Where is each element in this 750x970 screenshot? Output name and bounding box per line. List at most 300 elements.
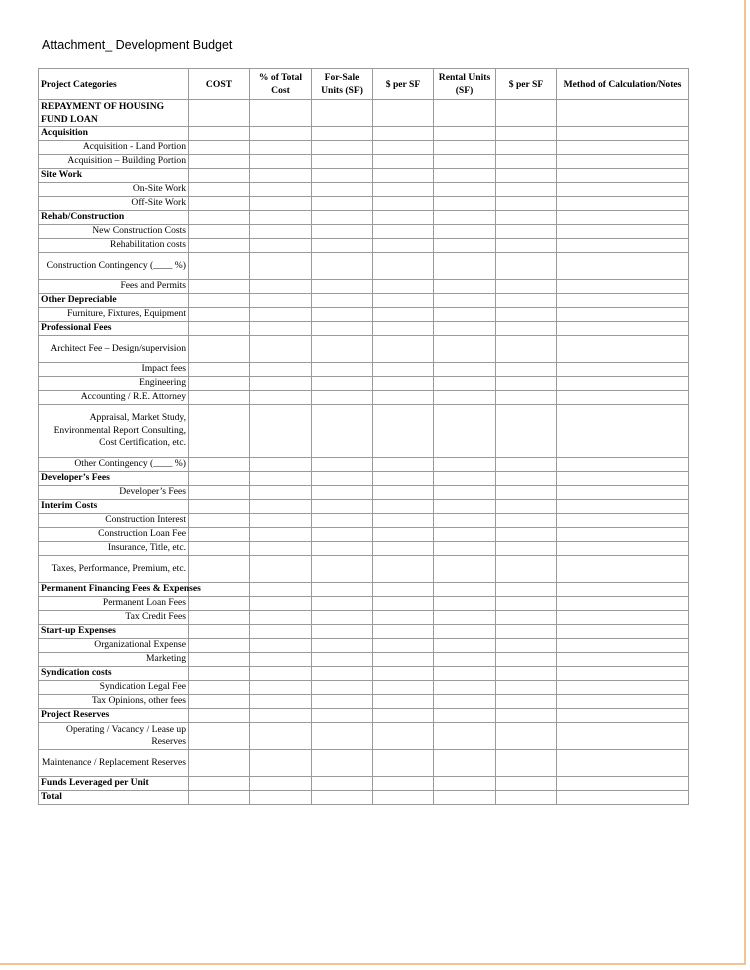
cell-rental-sf[interactable] — [434, 336, 496, 363]
cell-sale-per-sf[interactable] — [373, 611, 434, 625]
cell-cost[interactable] — [189, 653, 250, 667]
cell-notes[interactable] — [557, 308, 689, 322]
cell-notes[interactable] — [557, 500, 689, 514]
cell-rental-per-sf[interactable] — [496, 322, 557, 336]
cell-cost[interactable] — [189, 723, 250, 750]
cell-rental-per-sf[interactable] — [496, 197, 557, 211]
cell-rental-sf[interactable] — [434, 377, 496, 391]
cell-rental-per-sf[interactable] — [496, 750, 557, 777]
cell-sale-per-sf[interactable] — [373, 253, 434, 280]
cell-sale-sf[interactable] — [312, 294, 373, 308]
cell-cost[interactable] — [189, 100, 250, 127]
cell-pct[interactable] — [250, 556, 312, 583]
cell-rental-per-sf[interactable] — [496, 597, 557, 611]
cell-sale-per-sf[interactable] — [373, 597, 434, 611]
cell-sale-per-sf[interactable] — [373, 100, 434, 127]
cell-notes[interactable] — [557, 639, 689, 653]
cell-pct[interactable] — [250, 253, 312, 280]
cell-pct[interactable] — [250, 100, 312, 127]
cell-notes[interactable] — [557, 723, 689, 750]
cell-cost[interactable] — [189, 197, 250, 211]
cell-rental-per-sf[interactable] — [496, 458, 557, 472]
cell-pct[interactable] — [250, 155, 312, 169]
cell-cost[interactable] — [189, 542, 250, 556]
cell-sale-sf[interactable] — [312, 542, 373, 556]
cell-rental-sf[interactable] — [434, 141, 496, 155]
cell-sale-per-sf[interactable] — [373, 556, 434, 583]
cell-notes[interactable] — [557, 556, 689, 583]
cell-sale-sf[interactable] — [312, 377, 373, 391]
cell-cost[interactable] — [189, 611, 250, 625]
cell-cost[interactable] — [189, 667, 250, 681]
cell-notes[interactable] — [557, 169, 689, 183]
cell-sale-sf[interactable] — [312, 695, 373, 709]
cell-notes[interactable] — [557, 653, 689, 667]
cell-sale-sf[interactable] — [312, 197, 373, 211]
cell-notes[interactable] — [557, 611, 689, 625]
cell-pct[interactable] — [250, 514, 312, 528]
cell-rental-sf[interactable] — [434, 709, 496, 723]
cell-rental-per-sf[interactable] — [496, 253, 557, 280]
cell-sale-sf[interactable] — [312, 597, 373, 611]
cell-cost[interactable] — [189, 681, 250, 695]
cell-sale-sf[interactable] — [312, 100, 373, 127]
cell-cost[interactable] — [189, 169, 250, 183]
cell-rental-sf[interactable] — [434, 363, 496, 377]
cell-pct[interactable] — [250, 709, 312, 723]
cell-rental-sf[interactable] — [434, 322, 496, 336]
cell-rental-per-sf[interactable] — [496, 280, 557, 294]
cell-notes[interactable] — [557, 597, 689, 611]
cell-rental-sf[interactable] — [434, 667, 496, 681]
cell-sale-per-sf[interactable] — [373, 391, 434, 405]
cell-notes[interactable] — [557, 583, 689, 597]
cell-rental-sf[interactable] — [434, 639, 496, 653]
cell-rental-per-sf[interactable] — [496, 528, 557, 542]
cell-rental-per-sf[interactable] — [496, 723, 557, 750]
cell-notes[interactable] — [557, 667, 689, 681]
cell-pct[interactable] — [250, 777, 312, 791]
cell-sale-per-sf[interactable] — [373, 363, 434, 377]
cell-sale-sf[interactable] — [312, 583, 373, 597]
cell-notes[interactable] — [557, 514, 689, 528]
cell-pct[interactable] — [250, 391, 312, 405]
cell-sale-per-sf[interactable] — [373, 750, 434, 777]
cell-rental-sf[interactable] — [434, 653, 496, 667]
cell-rental-per-sf[interactable] — [496, 695, 557, 709]
cell-notes[interactable] — [557, 458, 689, 472]
cell-cost[interactable] — [189, 336, 250, 363]
cell-cost[interactable] — [189, 322, 250, 336]
cell-notes[interactable] — [557, 681, 689, 695]
cell-sale-sf[interactable] — [312, 155, 373, 169]
cell-pct[interactable] — [250, 280, 312, 294]
cell-sale-sf[interactable] — [312, 667, 373, 681]
cell-rental-sf[interactable] — [434, 225, 496, 239]
cell-rental-sf[interactable] — [434, 391, 496, 405]
cell-rental-per-sf[interactable] — [496, 377, 557, 391]
cell-rental-sf[interactable] — [434, 280, 496, 294]
cell-cost[interactable] — [189, 472, 250, 486]
cell-sale-sf[interactable] — [312, 141, 373, 155]
cell-rental-per-sf[interactable] — [496, 667, 557, 681]
cell-cost[interactable] — [189, 791, 250, 805]
table-row — [39, 197, 689, 211]
cell-notes[interactable] — [557, 322, 689, 336]
cell-rental-per-sf[interactable] — [496, 127, 557, 141]
cell-cost[interactable] — [189, 528, 250, 542]
cell-sale-per-sf[interactable] — [373, 777, 434, 791]
cell-rental-per-sf[interactable] — [496, 486, 557, 500]
cell-rental-per-sf[interactable] — [496, 391, 557, 405]
cell-rental-sf[interactable] — [434, 239, 496, 253]
cell-sale-per-sf[interactable] — [373, 294, 434, 308]
cell-sale-per-sf[interactable] — [373, 625, 434, 639]
cell-cost[interactable] — [189, 363, 250, 377]
cell-cost[interactable] — [189, 155, 250, 169]
cell-cost[interactable] — [189, 377, 250, 391]
cell-pct[interactable] — [250, 183, 312, 197]
cell-sale-sf[interactable] — [312, 777, 373, 791]
cell-rental-per-sf[interactable] — [496, 653, 557, 667]
cell-sale-per-sf[interactable] — [373, 197, 434, 211]
cell-cost[interactable] — [189, 556, 250, 583]
cell-pct[interactable] — [250, 528, 312, 542]
cell-pct[interactable] — [250, 197, 312, 211]
cell-rental-sf[interactable] — [434, 211, 496, 225]
cell-sale-sf[interactable] — [312, 458, 373, 472]
cell-rental-per-sf[interactable] — [496, 500, 557, 514]
cell-notes[interactable] — [557, 528, 689, 542]
cell-notes[interactable] — [557, 695, 689, 709]
cell-pct[interactable] — [250, 611, 312, 625]
cell-rental-sf[interactable] — [434, 597, 496, 611]
cell-rental-sf[interactable] — [434, 723, 496, 750]
cell-notes[interactable] — [557, 391, 689, 405]
cell-notes[interactable] — [557, 141, 689, 155]
cell-sale-sf[interactable] — [312, 308, 373, 322]
cell-sale-sf[interactable] — [312, 472, 373, 486]
cell-notes[interactable] — [557, 791, 689, 805]
cell-cost[interactable] — [189, 141, 250, 155]
cell-notes[interactable] — [557, 363, 689, 377]
cell-notes[interactable] — [557, 239, 689, 253]
cell-cost[interactable] — [189, 239, 250, 253]
cell-rental-per-sf[interactable] — [496, 225, 557, 239]
cell-sale-sf[interactable] — [312, 556, 373, 583]
cell-rental-sf[interactable] — [434, 500, 496, 514]
cell-rental-per-sf[interactable] — [496, 183, 557, 197]
cell-cost[interactable] — [189, 183, 250, 197]
cell-rental-sf[interactable] — [434, 169, 496, 183]
cell-pct[interactable] — [250, 791, 312, 805]
cell-pct[interactable] — [250, 695, 312, 709]
cell-cost[interactable] — [189, 458, 250, 472]
cell-sale-sf[interactable] — [312, 239, 373, 253]
cell-pct[interactable] — [250, 405, 312, 458]
cell-sale-per-sf[interactable] — [373, 653, 434, 667]
cell-sale-per-sf[interactable] — [373, 377, 434, 391]
cell-rental-sf[interactable] — [434, 294, 496, 308]
cell-sale-sf[interactable] — [312, 791, 373, 805]
cell-sale-per-sf[interactable] — [373, 514, 434, 528]
cell-sale-per-sf[interactable] — [373, 667, 434, 681]
cell-sale-per-sf[interactable] — [373, 681, 434, 695]
cell-sale-sf[interactable] — [312, 336, 373, 363]
cell-sale-sf[interactable] — [312, 183, 373, 197]
cell-pct[interactable] — [250, 127, 312, 141]
cell-sale-per-sf[interactable] — [373, 723, 434, 750]
cell-pct[interactable] — [250, 597, 312, 611]
cell-rental-sf[interactable] — [434, 308, 496, 322]
cell-sale-per-sf[interactable] — [373, 639, 434, 653]
cell-sale-sf[interactable] — [312, 500, 373, 514]
cell-pct[interactable] — [250, 322, 312, 336]
cell-pct[interactable] — [250, 583, 312, 597]
cell-notes[interactable] — [557, 709, 689, 723]
cell-pct[interactable] — [250, 472, 312, 486]
cell-rental-sf[interactable] — [434, 458, 496, 472]
cell-notes[interactable] — [557, 542, 689, 556]
cell-notes[interactable] — [557, 294, 689, 308]
cell-sale-per-sf[interactable] — [373, 127, 434, 141]
cell-pct[interactable] — [250, 225, 312, 239]
cell-pct[interactable] — [250, 363, 312, 377]
cell-notes[interactable] — [557, 253, 689, 280]
cell-sale-sf[interactable] — [312, 709, 373, 723]
cell-sale-sf[interactable] — [312, 211, 373, 225]
cell-sale-per-sf[interactable] — [373, 695, 434, 709]
cell-sale-sf[interactable] — [312, 653, 373, 667]
cell-rental-sf[interactable] — [434, 486, 496, 500]
cell-rental-per-sf[interactable] — [496, 542, 557, 556]
cell-sale-sf[interactable] — [312, 750, 373, 777]
cell-sale-per-sf[interactable] — [373, 225, 434, 239]
cell-notes[interactable] — [557, 100, 689, 127]
cell-sale-per-sf[interactable] — [373, 405, 434, 458]
cell-pct[interactable] — [250, 723, 312, 750]
cell-rental-sf[interactable] — [434, 695, 496, 709]
cell-notes[interactable] — [557, 127, 689, 141]
cell-rental-sf[interactable] — [434, 100, 496, 127]
cell-pct[interactable] — [250, 308, 312, 322]
cell-sale-sf[interactable] — [312, 625, 373, 639]
cell-pct[interactable] — [250, 458, 312, 472]
cell-sale-sf[interactable] — [312, 391, 373, 405]
cell-rental-sf[interactable] — [434, 542, 496, 556]
cell-sale-sf[interactable] — [312, 225, 373, 239]
section-row — [39, 211, 689, 225]
cell-pct[interactable] — [250, 486, 312, 500]
cell-pct[interactable] — [250, 639, 312, 653]
cell-rental-per-sf[interactable] — [496, 155, 557, 169]
cell-cost[interactable] — [189, 695, 250, 709]
cell-cost[interactable] — [189, 294, 250, 308]
cell-sale-per-sf[interactable] — [373, 239, 434, 253]
cell-rental-sf[interactable] — [434, 405, 496, 458]
cell-cost[interactable] — [189, 486, 250, 500]
cell-sale-sf[interactable] — [312, 681, 373, 695]
cell-rental-sf[interactable] — [434, 183, 496, 197]
cell-rental-per-sf[interactable] — [496, 100, 557, 127]
cell-cost[interactable] — [189, 500, 250, 514]
cell-sale-per-sf[interactable] — [373, 791, 434, 805]
cell-sale-per-sf[interactable] — [373, 211, 434, 225]
cell-sale-per-sf[interactable] — [373, 458, 434, 472]
cell-rental-per-sf[interactable] — [496, 583, 557, 597]
cell-sale-per-sf[interactable] — [373, 583, 434, 597]
cell-notes[interactable] — [557, 197, 689, 211]
cell-sale-per-sf[interactable] — [373, 336, 434, 363]
cell-cost[interactable] — [189, 405, 250, 458]
cell-rental-sf[interactable] — [434, 791, 496, 805]
cell-sale-per-sf[interactable] — [373, 472, 434, 486]
cell-notes[interactable] — [557, 211, 689, 225]
cell-notes[interactable] — [557, 336, 689, 363]
cell-sale-sf[interactable] — [312, 611, 373, 625]
cell-pct[interactable] — [250, 653, 312, 667]
table-row — [39, 391, 689, 405]
cell-rental-per-sf[interactable] — [496, 514, 557, 528]
cell-cost[interactable] — [189, 750, 250, 777]
cell-sale-sf[interactable] — [312, 322, 373, 336]
cell-cost[interactable] — [189, 709, 250, 723]
cell-pct[interactable] — [250, 336, 312, 363]
cell-pct[interactable] — [250, 239, 312, 253]
cell-sale-per-sf[interactable] — [373, 155, 434, 169]
cell-notes[interactable] — [557, 777, 689, 791]
cell-rental-per-sf[interactable] — [496, 211, 557, 225]
cell-notes[interactable] — [557, 183, 689, 197]
cell-cost[interactable] — [189, 514, 250, 528]
cell-sale-sf[interactable] — [312, 127, 373, 141]
section-row — [39, 667, 689, 681]
cell-cost[interactable] — [189, 280, 250, 294]
cell-rental-sf[interactable] — [434, 155, 496, 169]
cell-rental-sf[interactable] — [434, 528, 496, 542]
cell-rental-per-sf[interactable] — [496, 239, 557, 253]
cell-pct[interactable] — [250, 625, 312, 639]
cell-rental-per-sf[interactable] — [496, 336, 557, 363]
cell-notes[interactable] — [557, 225, 689, 239]
cell-pct[interactable] — [250, 681, 312, 695]
cell-cost[interactable] — [189, 308, 250, 322]
cell-pct[interactable] — [250, 377, 312, 391]
cell-cost[interactable] — [189, 639, 250, 653]
cell-pct[interactable] — [250, 542, 312, 556]
cell-sale-sf[interactable] — [312, 723, 373, 750]
cell-rental-sf[interactable] — [434, 197, 496, 211]
cell-rental-sf[interactable] — [434, 253, 496, 280]
cell-sale-per-sf[interactable] — [373, 141, 434, 155]
cell-sale-sf[interactable] — [312, 405, 373, 458]
cell-rental-per-sf[interactable] — [496, 363, 557, 377]
cell-sale-sf[interactable] — [312, 169, 373, 183]
cell-rental-per-sf[interactable] — [496, 639, 557, 653]
cell-rental-per-sf[interactable] — [496, 405, 557, 458]
cell-notes[interactable] — [557, 472, 689, 486]
cell-sale-sf[interactable] — [312, 514, 373, 528]
cell-cost[interactable] — [189, 777, 250, 791]
cell-notes[interactable] — [557, 280, 689, 294]
cell-rental-per-sf[interactable] — [496, 625, 557, 639]
cell-cost[interactable] — [189, 391, 250, 405]
cell-rental-sf[interactable] — [434, 611, 496, 625]
cell-sale-per-sf[interactable] — [373, 280, 434, 294]
cell-cost[interactable] — [189, 127, 250, 141]
row-label: On-Site Work — [39, 183, 189, 197]
cell-rental-per-sf[interactable] — [496, 681, 557, 695]
cell-rental-sf[interactable] — [434, 514, 496, 528]
row-total-label: Total — [39, 791, 189, 805]
cell-rental-per-sf[interactable] — [496, 141, 557, 155]
cell-notes[interactable] — [557, 750, 689, 777]
cell-rental-per-sf[interactable] — [496, 791, 557, 805]
cell-pct[interactable] — [250, 500, 312, 514]
cell-rental-sf[interactable] — [434, 556, 496, 583]
cell-rental-sf[interactable] — [434, 127, 496, 141]
cell-sale-sf[interactable] — [312, 528, 373, 542]
cell-pct[interactable] — [250, 294, 312, 308]
cell-rental-sf[interactable] — [434, 750, 496, 777]
cell-notes[interactable] — [557, 486, 689, 500]
cell-rental-sf[interactable] — [434, 583, 496, 597]
cell-pct[interactable] — [250, 750, 312, 777]
cell-sale-sf[interactable] — [312, 280, 373, 294]
cell-rental-per-sf[interactable] — [496, 709, 557, 723]
cell-cost[interactable] — [189, 597, 250, 611]
cell-sale-per-sf[interactable] — [373, 322, 434, 336]
cell-sale-per-sf[interactable] — [373, 528, 434, 542]
cell-rental-per-sf[interactable] — [496, 472, 557, 486]
cell-sale-per-sf[interactable] — [373, 500, 434, 514]
cell-cost[interactable] — [189, 225, 250, 239]
cell-rental-per-sf[interactable] — [496, 777, 557, 791]
cell-rental-sf[interactable] — [434, 472, 496, 486]
cell-rental-sf[interactable] — [434, 625, 496, 639]
cell-notes[interactable] — [557, 377, 689, 391]
cell-pct[interactable] — [250, 667, 312, 681]
cell-sale-per-sf[interactable] — [373, 486, 434, 500]
cell-pct[interactable] — [250, 141, 312, 155]
cell-cost[interactable] — [189, 211, 250, 225]
cell-rental-per-sf[interactable] — [496, 169, 557, 183]
cell-rental-per-sf[interactable] — [496, 294, 557, 308]
cell-pct[interactable] — [250, 169, 312, 183]
cell-notes[interactable] — [557, 625, 689, 639]
cell-sale-per-sf[interactable] — [373, 542, 434, 556]
cell-notes[interactable] — [557, 405, 689, 458]
cell-sale-per-sf[interactable] — [373, 308, 434, 322]
cell-pct[interactable] — [250, 211, 312, 225]
cell-rental-per-sf[interactable] — [496, 611, 557, 625]
cell-sale-sf[interactable] — [312, 486, 373, 500]
cell-sale-per-sf[interactable] — [373, 169, 434, 183]
cell-rental-per-sf[interactable] — [496, 556, 557, 583]
cell-sale-sf[interactable] — [312, 639, 373, 653]
cell-rental-sf[interactable] — [434, 777, 496, 791]
cell-sale-sf[interactable] — [312, 253, 373, 280]
cell-cost[interactable] — [189, 253, 250, 280]
cell-sale-sf[interactable] — [312, 363, 373, 377]
cell-rental-sf[interactable] — [434, 681, 496, 695]
cell-sale-per-sf[interactable] — [373, 709, 434, 723]
cell-notes[interactable] — [557, 155, 689, 169]
cell-sale-per-sf[interactable] — [373, 183, 434, 197]
cell-rental-per-sf[interactable] — [496, 308, 557, 322]
header-rental-units: Rental Units (SF) — [434, 69, 496, 100]
cell-cost[interactable] — [189, 625, 250, 639]
